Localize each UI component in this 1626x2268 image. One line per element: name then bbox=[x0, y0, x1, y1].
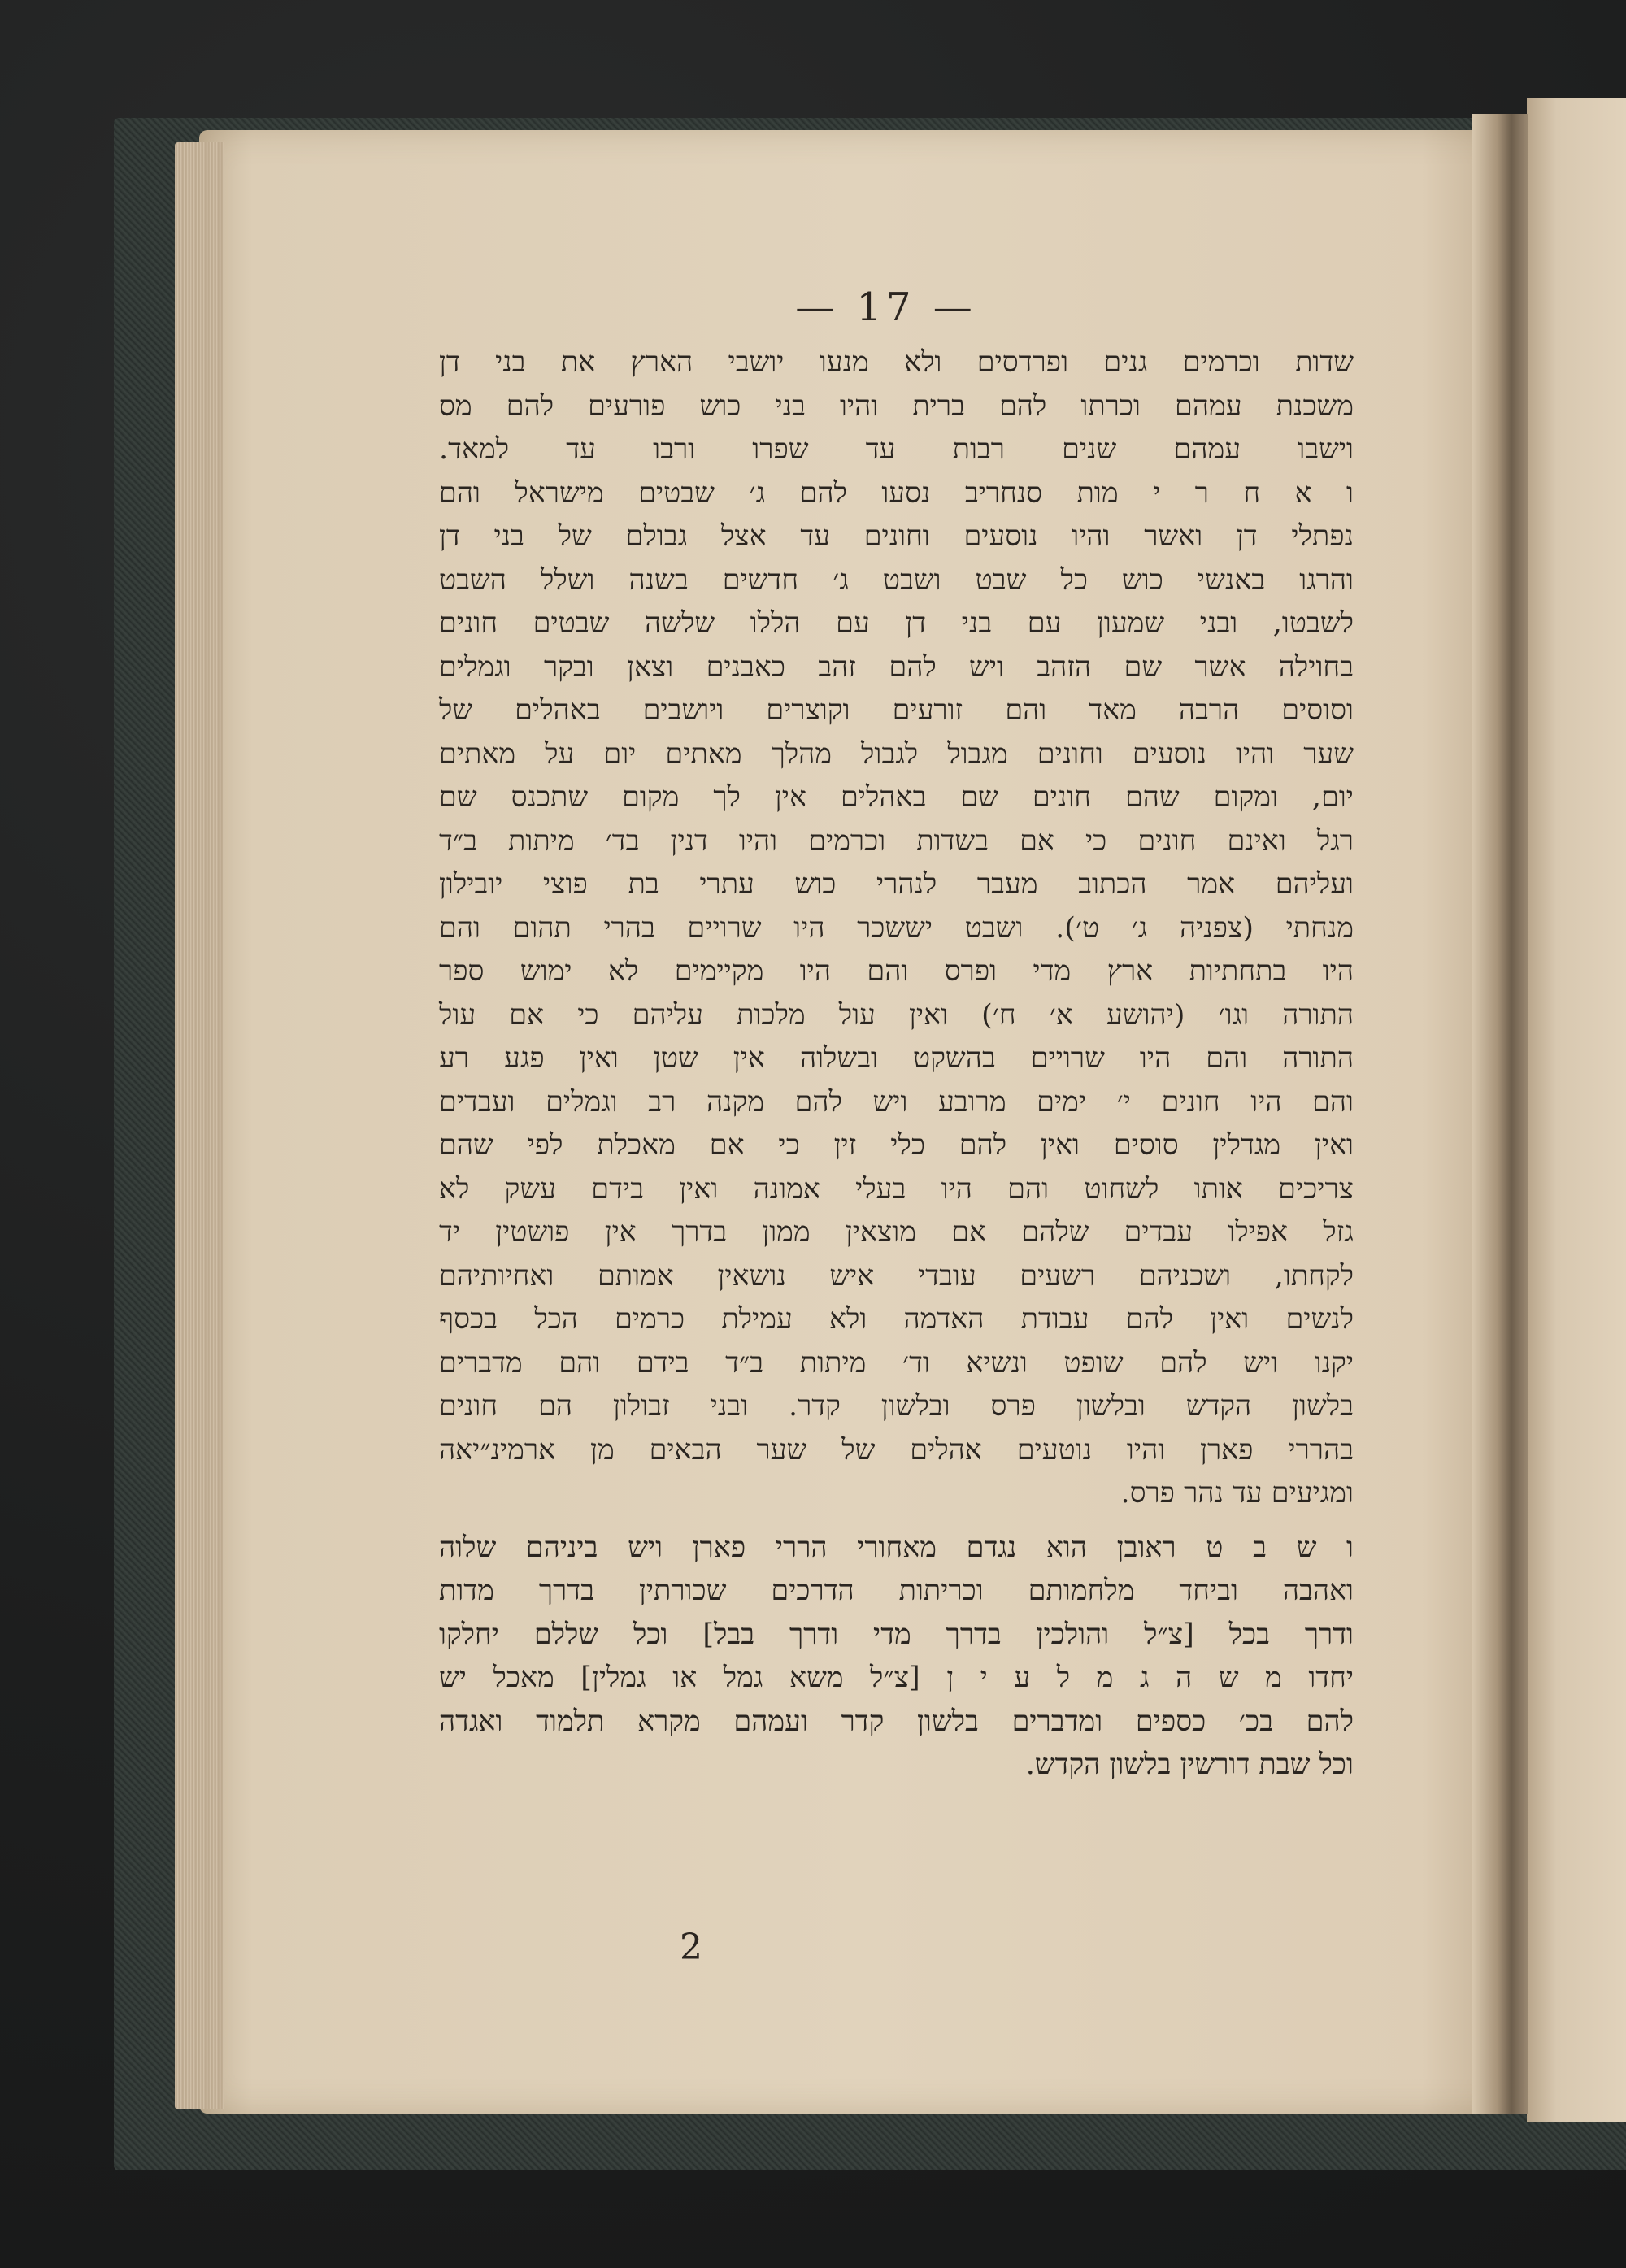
text-line: שער והיו נוסעים וחונים מגבול לגבול מהלך מאתים יום על מאתים bbox=[439, 737, 1354, 771]
page-body bbox=[439, 341, 1354, 1788]
text-line: לשבטו, ובני שמעון עם בני דן עם הללו שלשה שבטים חונים bbox=[439, 607, 1354, 640]
text-line: נפתלי דן ואשר והיו נוסעים וחונים עד אצל גבולם של בני דן bbox=[439, 520, 1354, 553]
text-line: ו ש ב ט ראובן הוא נגדם מאחורי הררי פארן ויש ביניהם שלוה bbox=[439, 1531, 1354, 1564]
text-line: גזל אפילו עבדים שלהם אם מוצאין ממון בדרך אין פושטין יד bbox=[439, 1216, 1354, 1249]
text-line: ועליהם אמר הכתוב מעבר לנהרי כוש עתרי בת פוצי יובילון bbox=[439, 868, 1354, 901]
next-page-edge bbox=[1527, 98, 1626, 2122]
text-line: צריכים אותו לשחוט והם היו בעלי אמונה ואין בידם עשק לא bbox=[439, 1172, 1354, 1206]
text-line: היו בתחתיות ארץ מדי ופרס והם היו מקיימים לא ימוש ספר bbox=[439, 955, 1354, 988]
text-line: והם היו חונים י׳ ימים מרובע ויש להם מקנה רב וגמלים ועבדים bbox=[439, 1085, 1354, 1119]
text-line: ואין מגדלין סוסים ואין להם כלי זין כי אם מאכלת לפי שהם bbox=[439, 1129, 1354, 1162]
text-line: יקנו ויש להם שופט ונשיא וד׳ מיתות ב״ד בידם והם מדברים bbox=[439, 1346, 1354, 1379]
text-line: מנחתי (צפניה ג׳ ט׳). ושבט יששכר היו שרויים בהרי תהום והם bbox=[439, 911, 1354, 945]
paragraph bbox=[439, 341, 1354, 1516]
book-gutter bbox=[1472, 114, 1528, 2114]
text-line: התורה והם היו שרויים בהשקט ובשלוה אין שטן ואין פגע רע bbox=[439, 1042, 1354, 1075]
text-line: ואהבה וביחד מלחמותם וכריתות הדרכים שכורתין בדרך מדות bbox=[439, 1575, 1354, 1607]
text-line: להם בכ׳ כספים ומדברים בלשון קדר ועמהם מקרא תלמוד ואגדה bbox=[439, 1705, 1354, 1738]
text-line: לקחתו, ושכניהם רשעים עובדי איש נושאין אמותם ואחיותיהם bbox=[439, 1259, 1354, 1293]
page-header: — 17 — bbox=[795, 285, 977, 330]
text-line: וסוסים הרבה מאד והם זורעים וקוצרים ויושבים באהלים של bbox=[439, 694, 1354, 727]
text-line: ו א ח ר י מות סנחריב נסעו להם ג׳ שבטים מישראל והם bbox=[439, 476, 1354, 510]
text-line: ודרך בכל [צ״ל והולכין בדרך מדי ודרך בבל] וכל שללם יחלקו bbox=[439, 1618, 1354, 1651]
text-line: רגל ואינם חונים כי אם בשדות וכרמים והיו דנין בד׳ מיתות ב״ד bbox=[439, 824, 1354, 858]
text-line: וכל שבת דורשין בלשון הקדש. bbox=[1025, 1749, 1354, 1781]
text-line: שדות וכרמים גנים ופרדסים ולא מנעו יושבי הארץ את בני דן bbox=[439, 346, 1354, 379]
paragraph bbox=[439, 1527, 1354, 1788]
text-line: יחדו מ ש ה ג מ ל ע י ן [צ״ל משא גמל או גמלין] מאכל יש bbox=[439, 1662, 1354, 1694]
text-line: יום, ומקום שהם חונים שם באהלים אין לך מקום שתכנס שם bbox=[439, 781, 1354, 814]
text-line: משכנת עמהם וכרתו להם ברית והיו בני כוש פורעים להם מס bbox=[439, 389, 1354, 423]
page-number: 2 bbox=[680, 1927, 702, 1968]
page-edges bbox=[175, 142, 224, 2109]
text-line: התורה וגו׳ (יהושע א׳ ח׳) ואין עול מלכות עליהם כי אם עול bbox=[439, 998, 1354, 1032]
text-line: בהררי פארן והיו נוטעים אהלים של שער הבאים מן ארמינ״יאה bbox=[439, 1433, 1354, 1466]
text-line: לנשים ואין להם עבודת האדמה ולא עמילת כרמים הכל בכסף bbox=[439, 1303, 1354, 1336]
text-line: בלשון הקדש ובלשון פרס ובלשון קדר. ובני זבולון הם חונים bbox=[439, 1390, 1354, 1423]
text-line: ומגיעים עד נהר פרס. bbox=[1120, 1477, 1354, 1510]
text-line: בחוילה אשר שם הזהב ויש להם זהב כאבנים וצאן ובקר וגמלים bbox=[439, 650, 1354, 684]
text-line: והרגו באנשי כוש כל שבט ושבט ג׳ חדשים בשנה ושלל השבט bbox=[439, 563, 1354, 597]
text-line: וישבו עמהם שנים רבות עד שפרו ורבו עד למאד. bbox=[439, 433, 1354, 466]
